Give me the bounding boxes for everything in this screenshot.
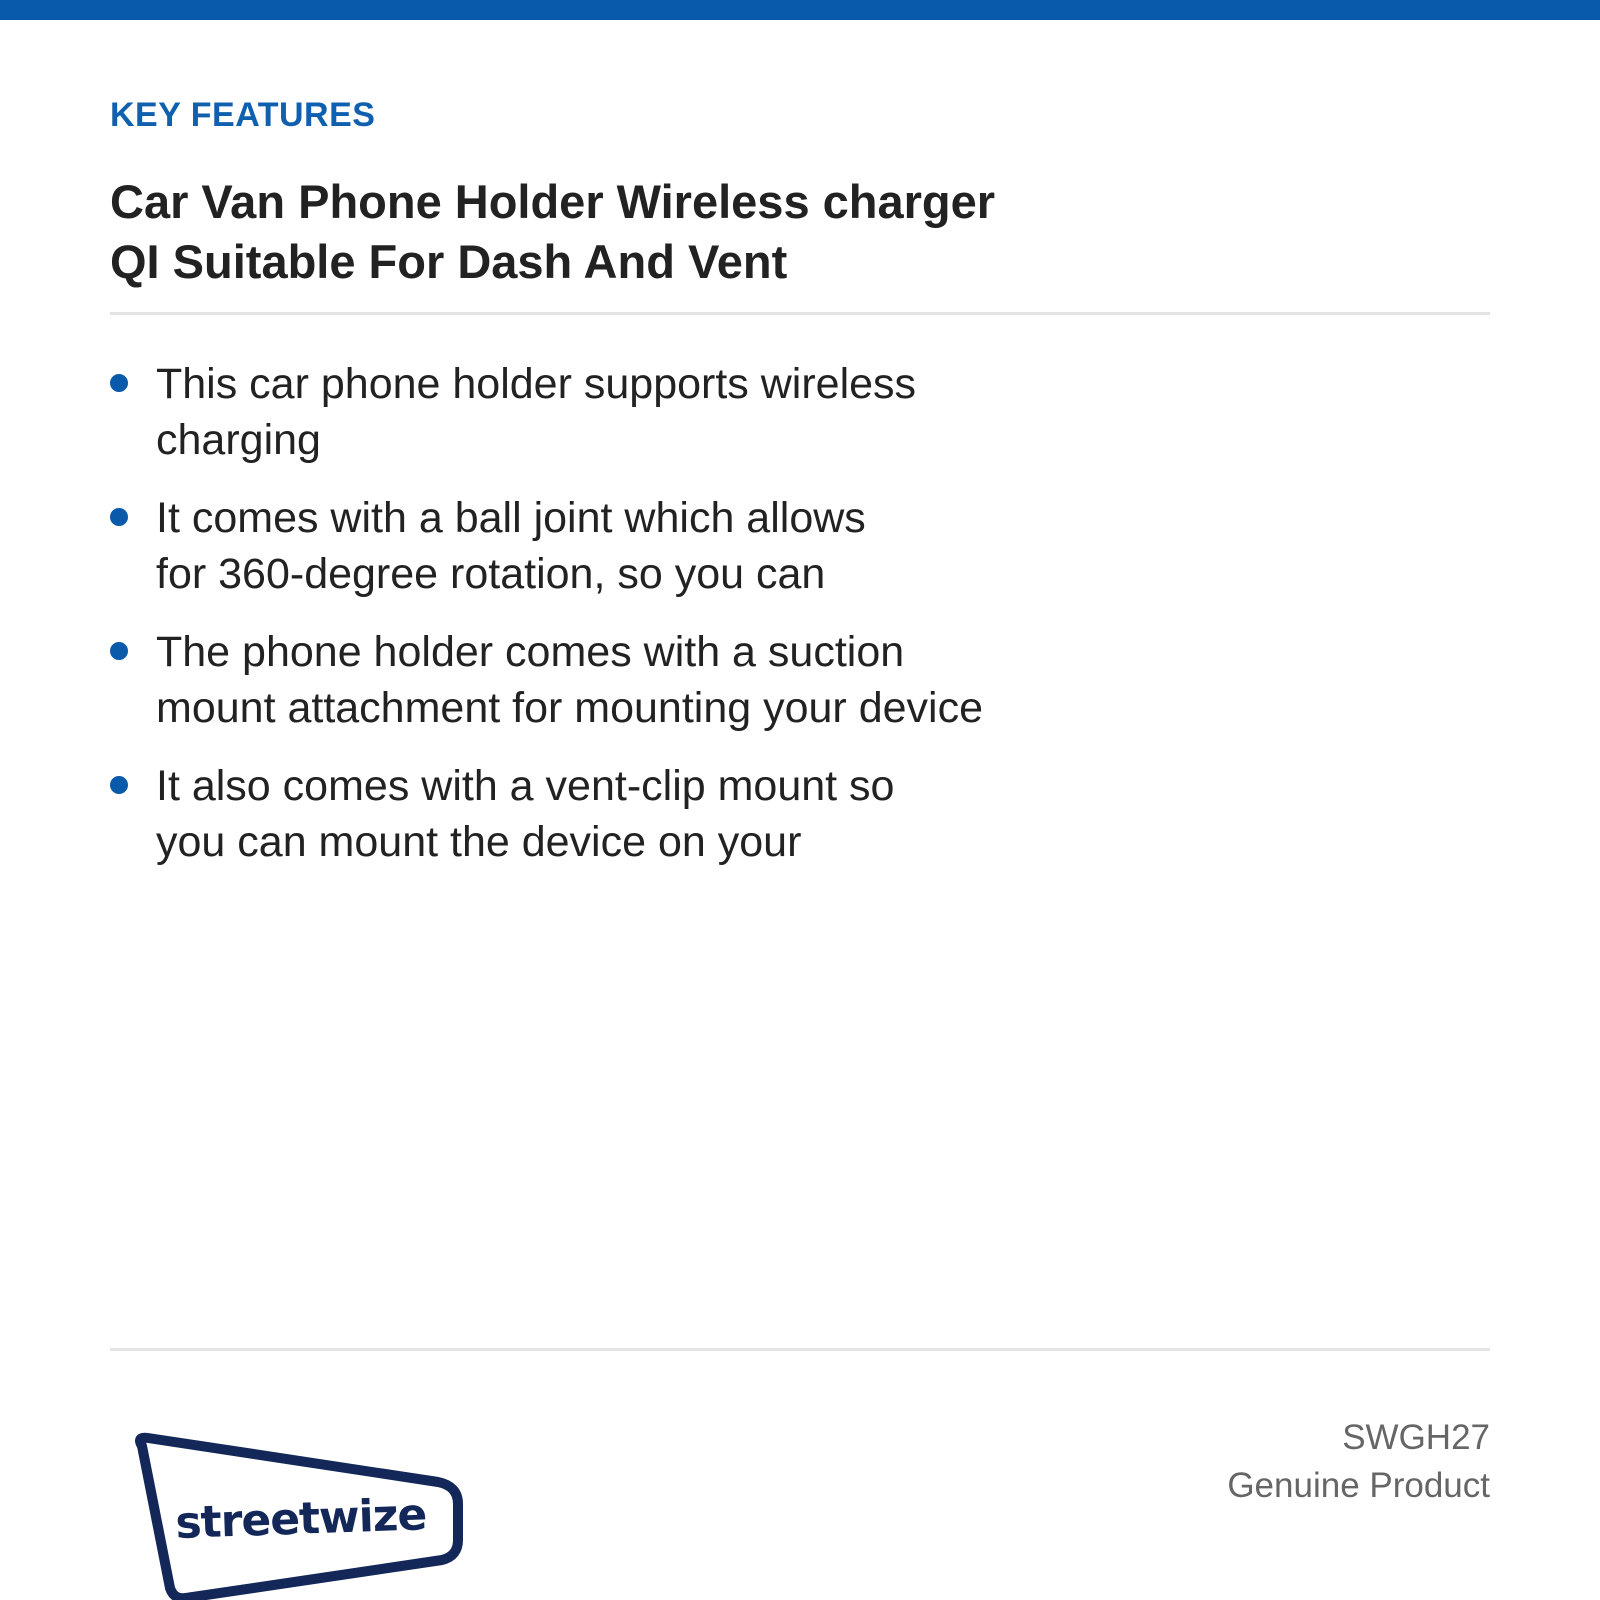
section-label: KEY FEATURES — [110, 96, 376, 134]
feature-item — [110, 624, 1110, 736]
product-title-line-2: QI Suitable For Dash And Vent — [110, 235, 788, 288]
feature-text-line-1: It also comes with a vent-clip mount so — [156, 762, 895, 810]
product-code: SWGH27 — [1342, 1418, 1490, 1457]
logo-wordmark: streetwize — [174, 1489, 428, 1549]
feature-text-line-1: It comes with a ball joint which allows — [156, 494, 866, 542]
genuine-product-note: Genuine Product — [1227, 1466, 1490, 1505]
bullet-icon — [110, 374, 128, 392]
footer-divider — [110, 1348, 1490, 1351]
product-title-line-1: Car Van Phone Holder Wireless charger — [110, 175, 996, 228]
feature-item — [110, 356, 1110, 468]
feature-item — [110, 758, 1110, 870]
product-meta — [1227, 1414, 1490, 1510]
logo-badge-icon — [130, 1432, 470, 1600]
product-title — [110, 172, 1070, 292]
header-divider — [110, 312, 1490, 315]
feature-text-line-2: charging — [156, 416, 321, 464]
bullet-icon — [110, 642, 128, 660]
feature-text-line-1: This car phone holder supports wireless — [156, 360, 917, 408]
bullet-icon — [110, 508, 128, 526]
feature-text-line-2: for 360-degree rotation, so you can — [156, 550, 826, 598]
feature-list — [110, 356, 1110, 892]
feature-item — [110, 490, 1110, 602]
feature-text-line-1: The phone holder comes with a suction — [156, 628, 905, 676]
top-accent-bar — [0, 0, 1600, 20]
feature-text-line-2: mount attachment for mounting your device — [156, 684, 983, 732]
feature-text-line-2: you can mount the device on your — [156, 818, 802, 866]
streetwize-logo — [130, 1432, 470, 1600]
bullet-icon — [110, 776, 128, 794]
